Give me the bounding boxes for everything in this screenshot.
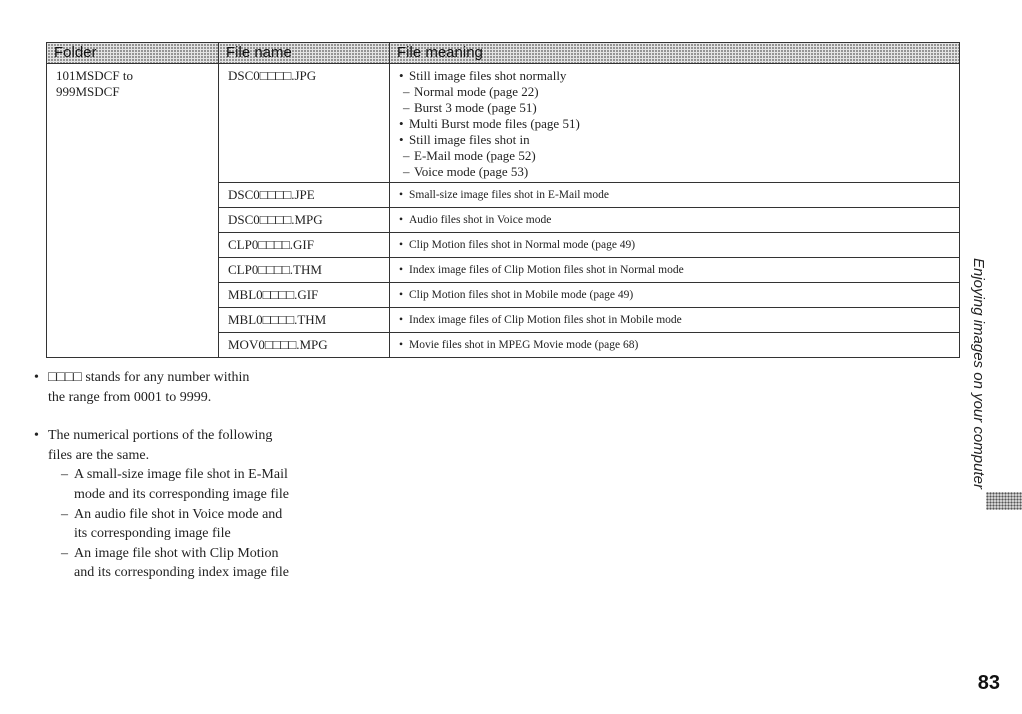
folder-cell: 101MSDCF to 999MSDCF bbox=[47, 64, 219, 358]
file-meaning-cell bbox=[390, 183, 960, 208]
file-name-cell: DSC0□□□□.JPE bbox=[219, 183, 390, 208]
meaning-item: • Index image files of Clip Motion files shot in Mobile mode bbox=[399, 312, 953, 328]
note-line: – An audio file shot in Voice mode and bbox=[74, 506, 283, 522]
file-name-cell: MBL0□□□□.GIF bbox=[219, 283, 390, 308]
note-line: and its corresponding index image file bbox=[74, 565, 289, 581]
file-meaning-cell bbox=[390, 208, 960, 233]
file-meaning-cell bbox=[390, 308, 960, 333]
meaning-item: – Voice mode (page 53) bbox=[399, 164, 953, 180]
note-item bbox=[34, 505, 334, 544]
file-name-cell: MBL0□□□□.THM bbox=[219, 308, 390, 333]
meaning-list bbox=[399, 68, 953, 180]
header-file-name: File name bbox=[219, 43, 390, 64]
meaning-item: • Movie files shot in MPEG Movie mode (page 68) bbox=[399, 337, 953, 353]
notes-spacer bbox=[34, 407, 334, 426]
table-header-row bbox=[47, 43, 960, 64]
meaning-item: – Normal mode (page 22) bbox=[399, 84, 953, 100]
meaning-list bbox=[399, 212, 953, 228]
meaning-list bbox=[399, 262, 953, 278]
note-line: mode and its corresponding image file bbox=[74, 486, 289, 502]
header-folder: Folder bbox=[47, 43, 219, 64]
meaning-item: • Index image files of Clip Motion files shot in Normal mode bbox=[399, 262, 953, 278]
note-line: the range from 0001 to 9999. bbox=[48, 389, 212, 405]
meaning-item: – Burst 3 mode (page 51) bbox=[399, 100, 953, 116]
meaning-item: – E-Mail mode (page 52) bbox=[399, 148, 953, 164]
file-meaning-cell bbox=[390, 233, 960, 258]
file-name-cell: DSC0□□□□.MPG bbox=[219, 208, 390, 233]
side-tab bbox=[963, 258, 1011, 488]
meaning-list bbox=[399, 337, 953, 353]
note-line: • The numerical portions of the following bbox=[48, 428, 273, 444]
meaning-item: • Audio files shot in Voice mode bbox=[399, 212, 953, 228]
note-line: – An image file shot with Clip Motion bbox=[74, 545, 279, 561]
notes bbox=[34, 368, 334, 583]
file-name-cell: MOV0□□□□.MPG bbox=[219, 333, 390, 358]
note-line: • □□□□ stands for any number within bbox=[48, 370, 250, 385]
meaning-item: • Multi Burst mode files (page 51) bbox=[399, 116, 953, 132]
file-meaning-cell bbox=[390, 64, 960, 183]
header-file-meaning: File meaning bbox=[390, 43, 960, 64]
page-number: 83 bbox=[977, 672, 1000, 694]
meaning-list bbox=[399, 287, 953, 303]
meaning-item: • Small-size image files shot in E-Mail mode bbox=[399, 187, 953, 203]
note-item bbox=[34, 368, 334, 407]
file-name-cell: DSC0□□□□.JPG bbox=[219, 64, 390, 183]
meaning-item: • Clip Motion files shot in Normal mode (page 49) bbox=[399, 237, 953, 253]
note-item bbox=[34, 544, 334, 583]
side-tab-label: Enjoying images on your computer bbox=[970, 258, 987, 489]
file-name-cell: CLP0□□□□.GIF bbox=[219, 233, 390, 258]
note-line: files are the same. bbox=[48, 447, 150, 463]
section-tab-marker bbox=[986, 492, 1022, 510]
meaning-list bbox=[399, 187, 953, 203]
note-item bbox=[34, 426, 334, 465]
note-line: – A small-size image file shot in E-Mail bbox=[74, 467, 288, 483]
file-table bbox=[46, 42, 960, 358]
note-item bbox=[34, 465, 334, 504]
note-line: its corresponding image file bbox=[74, 526, 231, 542]
file-meaning-cell bbox=[390, 283, 960, 308]
table-body bbox=[47, 64, 960, 358]
table-row bbox=[47, 64, 960, 183]
meaning-item: • Still image files shot normally bbox=[399, 68, 953, 84]
file-name-cell: CLP0□□□□.THM bbox=[219, 258, 390, 283]
meaning-list bbox=[399, 237, 953, 253]
meaning-item: • Still image files shot in bbox=[399, 132, 953, 148]
meaning-list bbox=[399, 312, 953, 328]
file-meaning-cell bbox=[390, 333, 960, 358]
meaning-item: • Clip Motion files shot in Mobile mode (page 49) bbox=[399, 287, 953, 303]
file-meaning-cell bbox=[390, 258, 960, 283]
